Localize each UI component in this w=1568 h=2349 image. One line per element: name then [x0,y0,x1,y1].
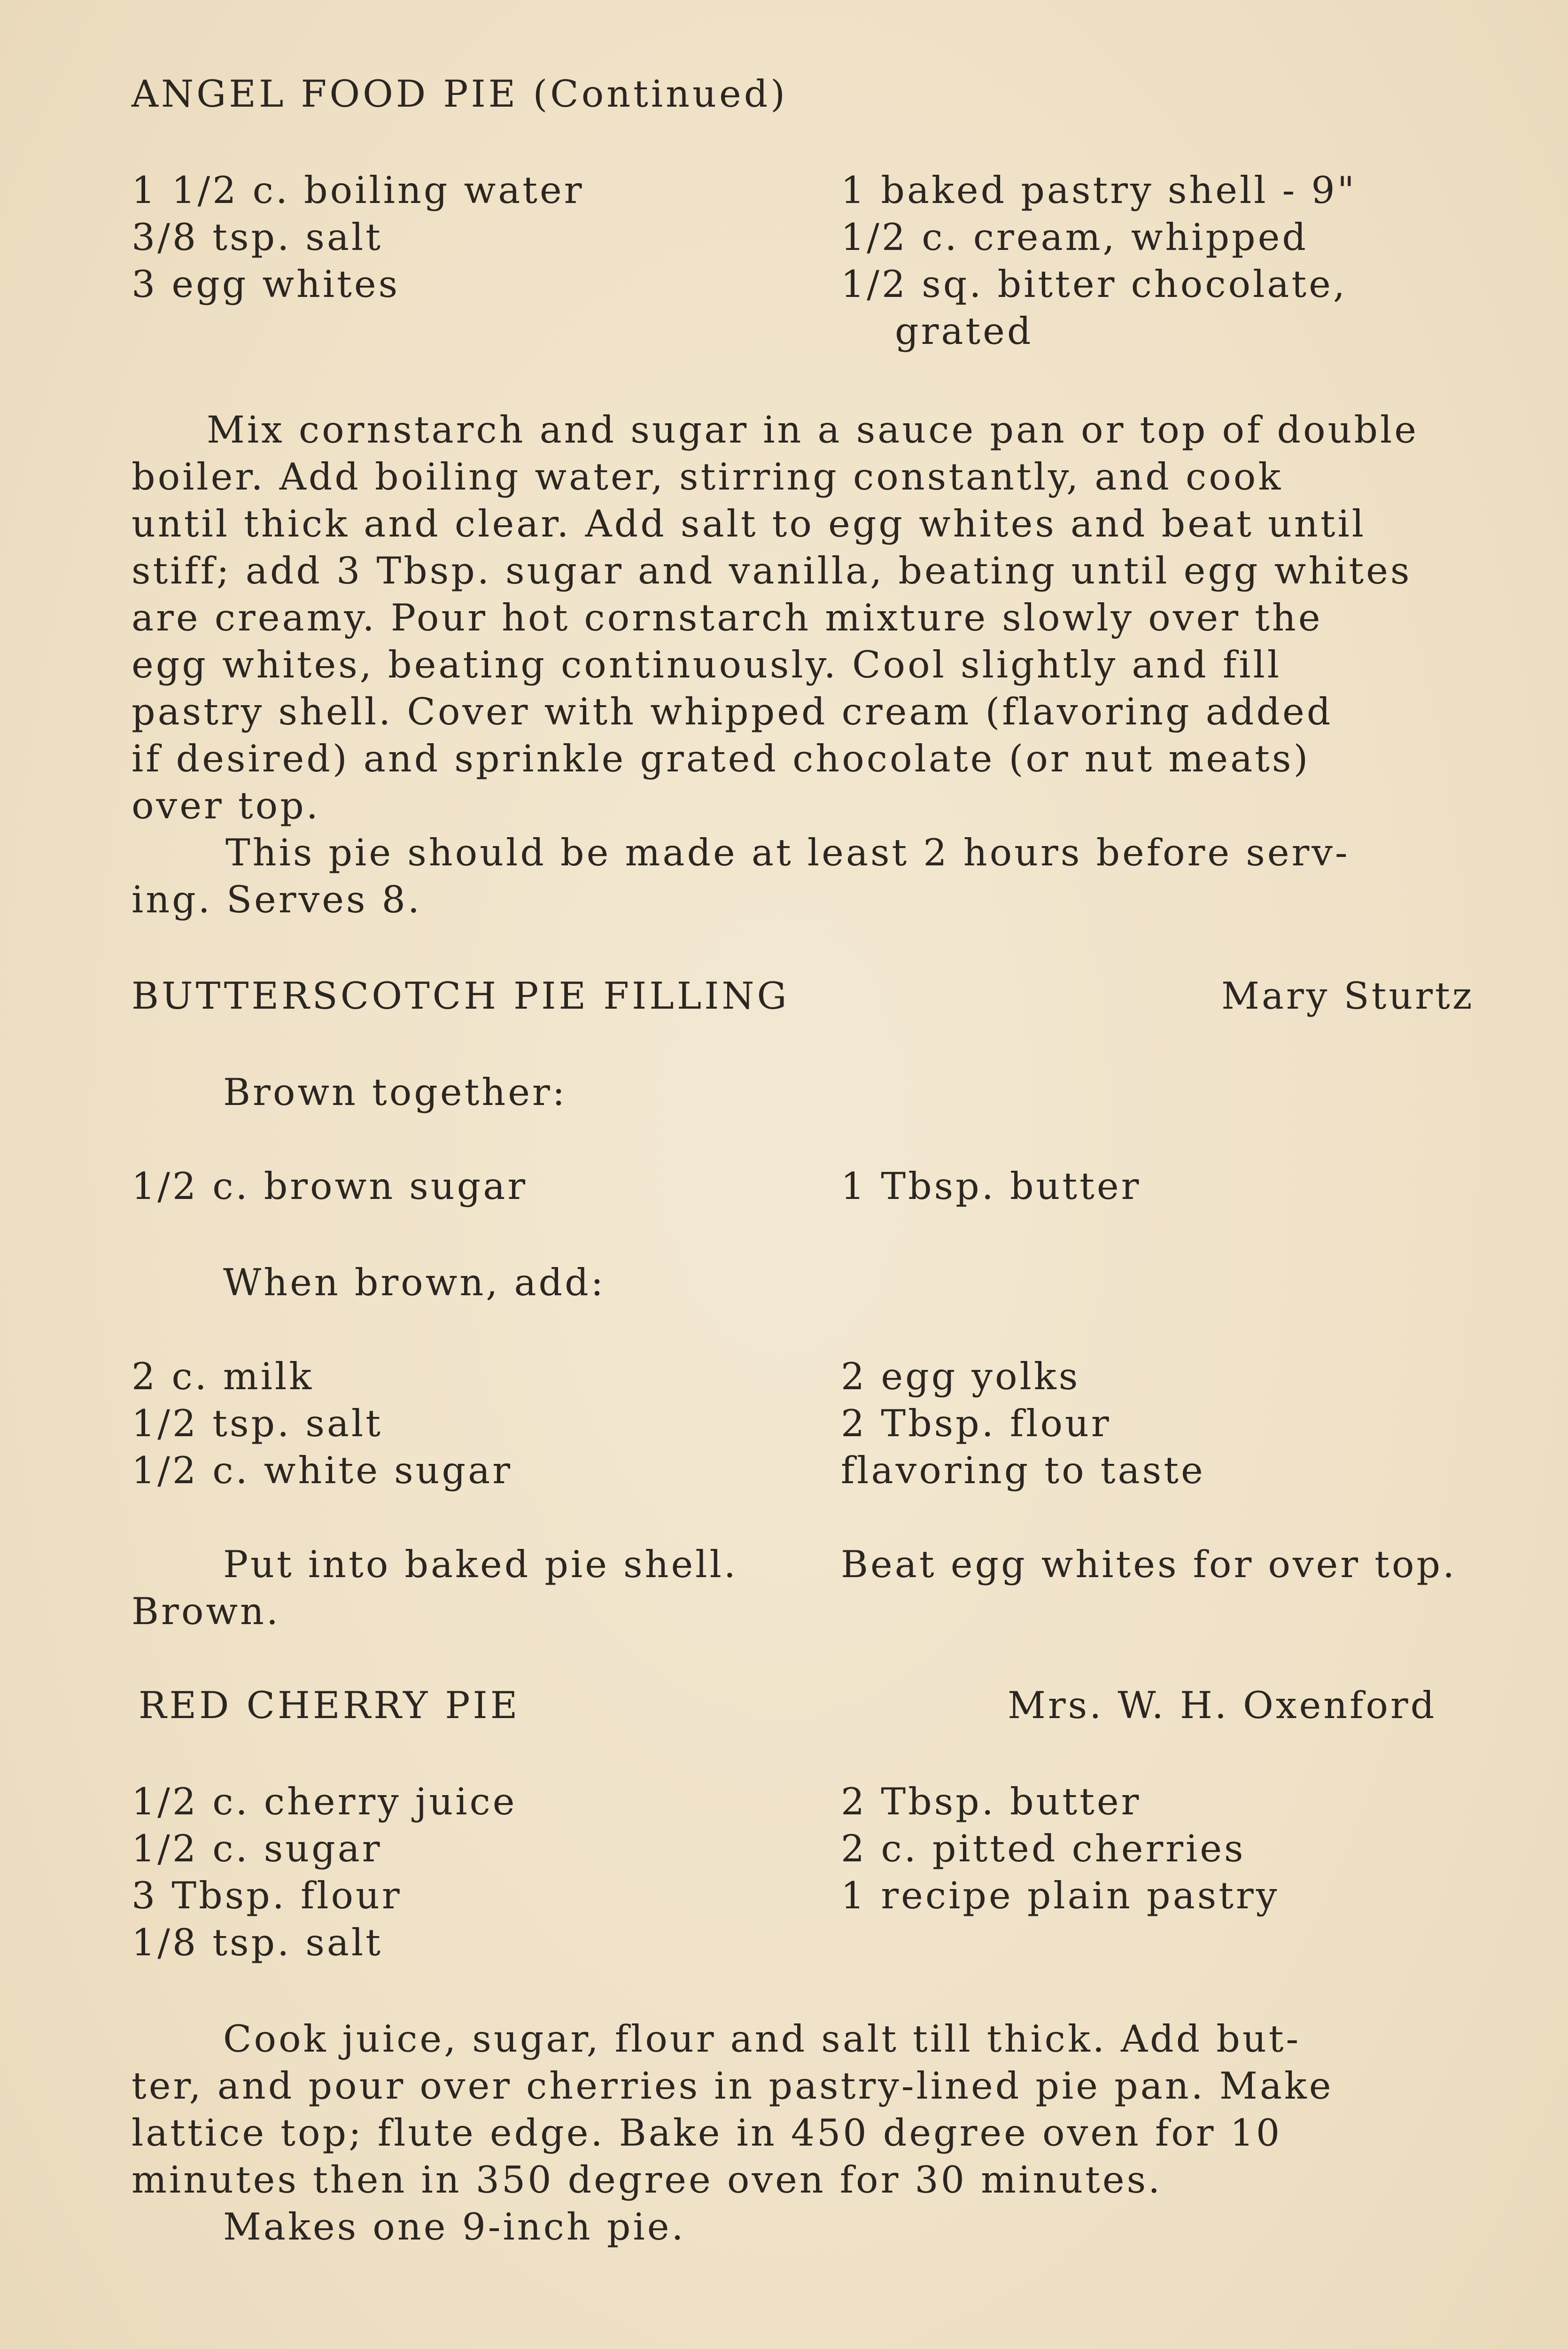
angel-directions-line: are creamy. Pour hot cornstarch mixture slowly over the [132,596,1323,639]
angel-directions-line: pastry shell. Cover with whipped cream (flavoring added [132,690,1333,733]
butterscotch-ingredient-left: 2 c. milk [132,1355,314,1398]
red-cherry-pie-title: RED CHERRY PIE [139,1684,520,1727]
cherry-directions-line: ter, and pour over cherries in pastry-lined pie pan. Make [132,2064,1334,2108]
cherry-directions-line: lattice top; flute edge. Bake in 450 degree oven for 10 [132,2111,1282,2155]
angel-directions-line: ing. Serves 8. [132,878,422,921]
angel-directions-line: until thick and clear. Add salt to egg whites and beat until [132,502,1366,545]
butterscotch-final: Beat egg whites for over top. [841,1543,1457,1586]
cherry-ingredient-right: 2 Tbsp. butter [841,1780,1141,1823]
butterscotch-ingredient-right: flavoring to taste [841,1449,1205,1492]
butterscotch-final: Put into baked pie shell. [223,1543,738,1586]
angel-directions-line: if desired) and sprinkle grated chocolate (or nut meats) [132,737,1311,780]
angel-directions-line: egg whites, beating continuously. Cool slightly and fill [132,643,1282,686]
angel-ingredient-left: 3 egg whites [132,263,400,306]
butterscotch-ingredient-right: 2 egg yolks [841,1355,1080,1398]
cherry-ingredient-left: 1/8 tsp. salt [132,1921,383,1964]
cherry-ingredient-left: 1/2 c. cherry juice [132,1780,517,1823]
butterscotch-ingredient-left: 1/2 c. white sugar [132,1449,512,1492]
angel-directions-line: This pie should be made at least 2 hours before serv- [225,831,1350,874]
angel-ingredient-right: grated [895,310,1033,353]
cherry-directions-line: minutes then in 350 degree oven for 30 minutes. [132,2158,1163,2201]
angel-ingredient-right: 1 baked pastry shell - 9" [841,169,1357,212]
angel-ingredient-right: 1/2 sq. bitter chocolate, [841,263,1348,306]
angel-directions-line: Mix cornstarch and sugar in a sauce pan or top of double [207,408,1419,451]
cherry-ingredient-right: 1 recipe plain pastry [841,1874,1280,1917]
cherry-ingredient-left: 3 Tbsp. flour [132,1874,402,1917]
butterscotch-ingredient-left: 1/2 tsp. salt [132,1402,383,1445]
butterscotch-step: Brown together: [223,1071,567,1114]
angel-ingredient-left: 1 1/2 c. boiling water [132,169,584,212]
butterscotch-step: When brown, add: [223,1261,606,1304]
angel-food-pie-title: ANGEL FOOD PIE (Continued) [132,72,788,116]
angel-directions-line: boiler. Add boiling water, stirring constantly, and cook [132,455,1283,498]
butterscotch-final: Brown. [132,1590,280,1633]
butterscotch-author: Mary Sturtz [1221,974,1475,1018]
cherry-ingredient-right: 2 c. pitted cherries [841,1827,1246,1870]
cherry-directions-line: Makes one 9-inch pie. [223,2205,686,2248]
cherry-author: Mrs. W. H. Oxenford [1008,1684,1437,1727]
angel-ingredient-left: 3/8 tsp. salt [132,216,383,259]
butterscotch-ingredient-left: 1/2 c. brown sugar [132,1165,528,1208]
cherry-ingredient-left: 1/2 c. sugar [132,1827,382,1870]
angel-ingredient-right: 1/2 c. cream, whipped [841,216,1308,259]
butterscotch-ingredient-right: 1 Tbsp. butter [841,1165,1141,1208]
angel-directions-line: stiff; add 3 Tbsp. sugar and vanilla, beating until egg whites [132,549,1412,592]
cherry-directions-line: Cook juice, sugar, flour and salt till thick. Add but- [223,2017,1301,2061]
butterscotch-pie-title: BUTTERSCOTCH PIE FILLING [132,974,790,1018]
angel-directions-line: over top. [132,784,320,827]
butterscotch-ingredient-right: 2 Tbsp. flour [841,1402,1111,1445]
